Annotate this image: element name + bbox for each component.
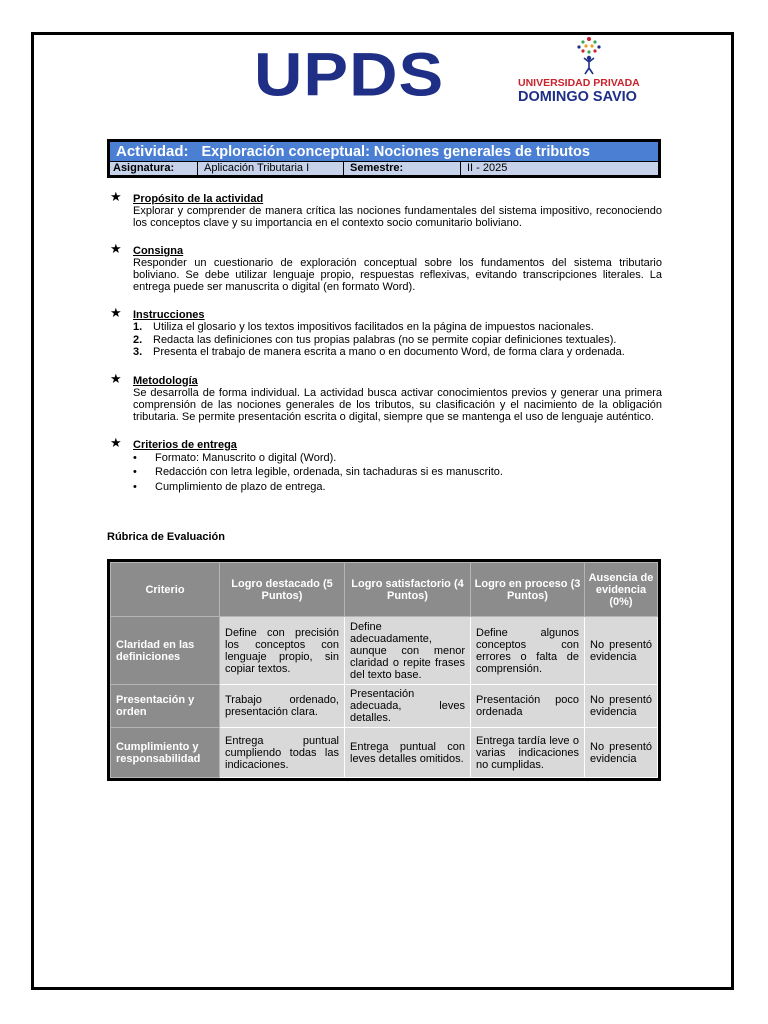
section-title: Propósito de la actividad — [133, 193, 264, 205]
instructions-section — [110, 306, 662, 359]
column-header: Logro satisfactorio (4 Puntos) — [345, 563, 471, 617]
section-title: Consigna — [133, 245, 184, 257]
table-cell: Define algunos conceptos con errores o falta de comprensión. — [471, 617, 585, 685]
criterion-cell: Cumplimiento y responsabilidad — [111, 728, 220, 778]
table-cell: No presentó evidencia — [585, 617, 658, 685]
item-text: Presenta el trabajo de manera escrita a mano o en documento Word, de forma clara y ordenada. — [153, 346, 625, 358]
list-item — [133, 465, 662, 480]
activity-title-bar — [110, 142, 658, 161]
subject-value: Aplicación Tributaria I — [198, 162, 344, 175]
bullet-icon: • — [133, 466, 137, 478]
section-body: Explorar y comprender de manera crítica las nociones fundamentales del sistema impositivo, reconociendo los conceptos clave y su importancia en el contexto socio comunitario boliviano. — [133, 205, 662, 229]
criteria-list — [133, 451, 662, 495]
table-row — [111, 617, 658, 685]
activity-meta-row — [110, 161, 658, 175]
upds-logo: UPDS — [254, 40, 445, 110]
activity-sections — [110, 190, 662, 510]
semester-label: Semestre: — [344, 162, 461, 175]
table-cell: Trabajo ordenado, presentación clara. — [220, 685, 345, 728]
list-item — [133, 334, 662, 347]
star-icon: ★ — [110, 242, 122, 257]
column-header: Logro en proceso (3 Puntos) — [471, 563, 585, 617]
university-name-line2: DOMINGO SAVIO — [518, 89, 637, 105]
criterion-cell: Claridad en las definiciones — [111, 617, 220, 685]
bullet-icon: • — [133, 451, 137, 464]
activity-header — [107, 139, 661, 178]
table-cell: Define con precisión los conceptos con lenguaje propio, sin copiar textos. — [220, 617, 345, 685]
table-cell: Entrega puntual con leves detalles omitidos. — [345, 728, 471, 778]
activity-label: Actividad: — [116, 143, 189, 160]
criterion-cell: Presentación y orden — [111, 685, 220, 728]
item-text: Utiliza el glosario y los textos impositivos facilitados en la página de impuestos nacionales. — [153, 321, 594, 333]
section-title: Metodología — [133, 374, 198, 387]
item-text: Redacción con letra legible, ordenada, sin tachaduras si es manuscrito. — [155, 466, 503, 478]
table-cell: No presentó evidencia — [585, 728, 658, 778]
star-icon: ★ — [110, 306, 122, 321]
rubric-header-row — [111, 563, 658, 617]
criteria-section — [110, 435, 662, 495]
list-item — [133, 480, 662, 495]
semester-value: II - 2025 — [467, 162, 508, 174]
table-cell: Presentación poco ordenada — [471, 685, 585, 728]
table-cell: No presentó evidencia — [585, 685, 658, 728]
table-cell: Define adecuadamente, aunque con menor claridad o repite frases del texto base. — [345, 617, 471, 685]
table-row — [111, 685, 658, 728]
table-cell: Presentación adecuada, leves detalles. — [345, 685, 471, 728]
subject-label: Asignatura: — [110, 162, 198, 175]
item-text: Formato: Manuscrito o digital (Word). — [155, 451, 337, 464]
section-body: Se desarrolla de forma individual. La actividad busca activar conocimientos previos y generar una primera comprensión de las nociones generales de los tributos, su clasificación y el nacimiento de la obligación tributaria. Se permite presentación escrita o digital, siempre que se mantenga el uso de lenguaje auténtico. — [133, 386, 662, 423]
list-item — [133, 451, 662, 466]
column-header: Criterio — [111, 563, 220, 617]
item-number: 2. — [133, 333, 143, 346]
university-logo — [512, 36, 652, 108]
list-item — [133, 321, 662, 334]
star-icon: ★ — [110, 190, 122, 205]
activity-title: Exploración conceptual: Nociones generales de tributos — [201, 143, 590, 160]
methodology-section — [110, 371, 662, 423]
section-title: Criterios de entrega — [133, 438, 237, 451]
instructions-list — [133, 321, 662, 359]
item-text: Redacta las definiciones con tus propias palabras (no se permite copiar definiciones textuales). — [153, 333, 617, 346]
purpose-section — [110, 190, 662, 229]
people-emblem-icon — [572, 36, 606, 76]
rubric-table — [107, 559, 661, 781]
table-cell: Entrega puntual cumpliendo todas las indicaciones. — [220, 728, 345, 778]
list-item — [133, 346, 662, 359]
item-text: Cumplimiento de plazo de entrega. — [155, 480, 326, 493]
column-header: Ausencia de evidencia (0%) — [585, 563, 658, 617]
assignment-section — [110, 242, 662, 293]
section-title: Instrucciones — [133, 309, 205, 321]
bullet-icon: • — [133, 480, 137, 493]
star-icon: ★ — [110, 435, 122, 451]
university-name-line1: UNIVERSIDAD PRIVADA — [518, 77, 640, 89]
item-number: 3. — [133, 346, 143, 358]
star-icon: ★ — [110, 371, 122, 387]
section-body: Responder un cuestionario de exploración conceptual sobre los fundamentos del sistema tributario boliviano. Se debe utilizar lenguaje propio, respuestas reflexivas, evitando transcripciones literales. La entrega puede ser manuscrita o digital (en formato Word). — [133, 257, 662, 293]
item-number: 1. — [133, 321, 143, 333]
table-row — [111, 728, 658, 778]
rubric-title: Rúbrica de Evaluación — [107, 531, 225, 543]
column-header: Logro destacado (5 Puntos) — [220, 563, 345, 617]
table-cell: Entrega tardía leve o varias indicaciones no cumplidas. — [471, 728, 585, 778]
